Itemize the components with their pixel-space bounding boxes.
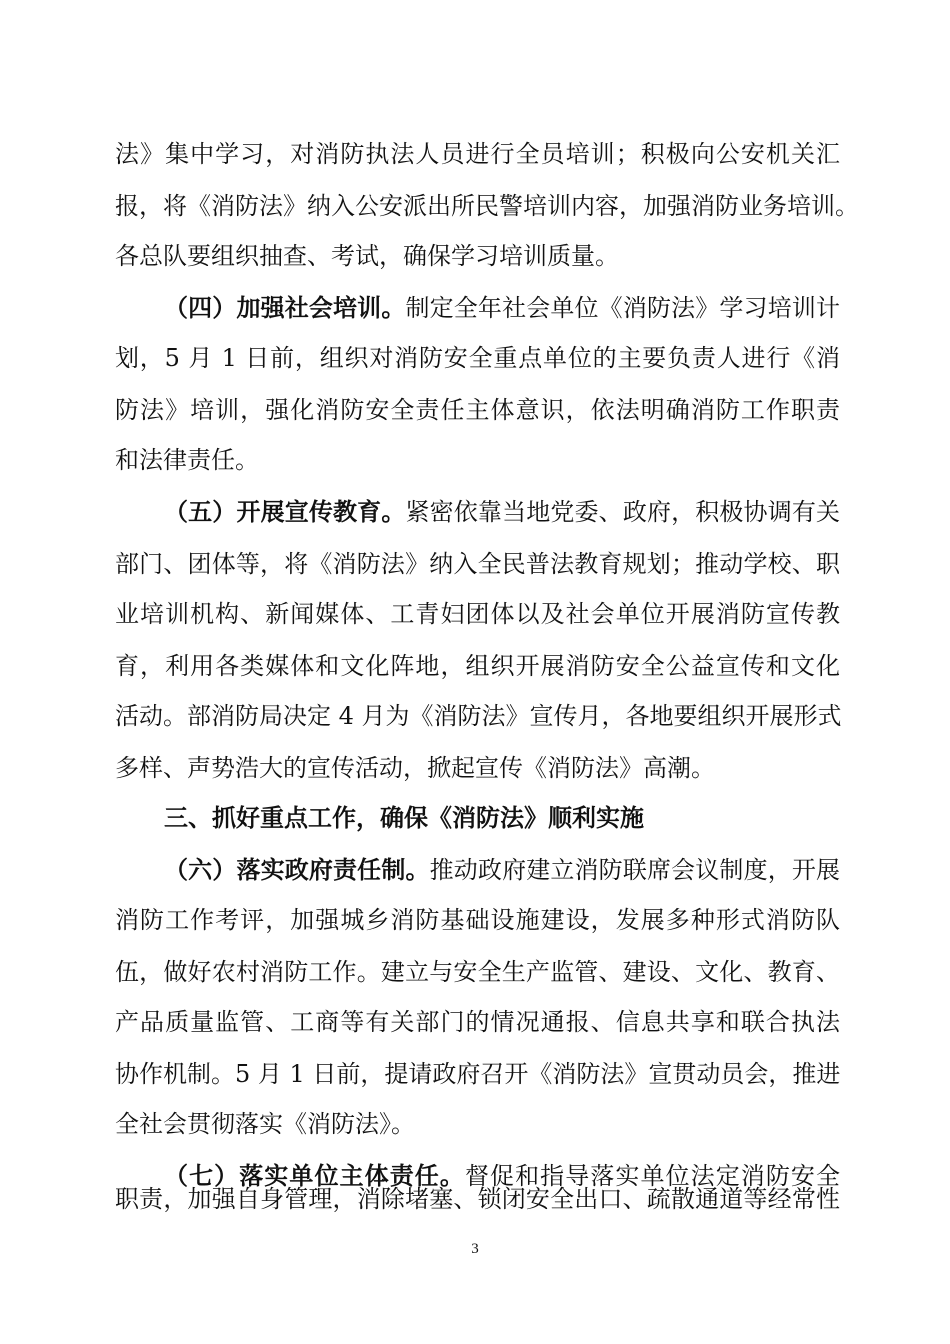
body-text-line: 防法》培训，强化消防安全责任主体意识，依法明确消防工作职责 [115, 396, 840, 424]
body-text-line: 法》集中学习，对消防执法人员进行全员培训；积极向公安机关汇 [115, 140, 840, 168]
page-number: 3 [471, 1241, 479, 1257]
body-text-line: 和法律责任。 [115, 446, 259, 474]
body-text-line: 业培训机构、新闻媒体、工青妇团体以及社会单位开展消防宣传教 [115, 600, 840, 628]
section-5-title: （五）开展宣传教育。 [164, 498, 406, 526]
body-text-line: 活动。部消防局决定 4 月为《消防法》宣传月，各地要组织开展形式 [115, 702, 842, 730]
body-text-line: 多样、声势浩大的宣传活动，掀起宣传《消防法》高潮。 [115, 754, 715, 782]
body-text-line: 育，利用各类媒体和文化阵地，组织开展消防安全公益宣传和文化 [115, 652, 840, 680]
body-text-line: 部门、团体等，将《消防法》纳入全民普法教育规划；推动学校、职 [115, 550, 840, 578]
body-text-line: 各总队要组织抽查、考试，确保学习培训质量。 [115, 242, 619, 270]
body-text-line: 协作机制。5 月 1 日前，提请政府召开《消防法》宣贯动员会，推进 [115, 1060, 841, 1088]
body-text-line: 伍，做好农村消防工作。建立与安全生产监管、建设、文化、教育、 [115, 958, 840, 986]
section-4-text: 制定全年社会单位《消防法》学习培训计 [405, 294, 841, 322]
body-text-line: 消防工作考评，加强城乡消防基础设施建设，发展多种形式消防队 [115, 906, 840, 934]
section-5-first-line [164, 491, 840, 533]
section-7-title: （七）落实单位主体责任。 [164, 1162, 465, 1190]
body-text-line: 产品质量监管、工商等有关部门的情况通报、信息共享和联合执法 [115, 1008, 840, 1036]
section-6-text: 推动政府建立消防联席会议制度，开展 [429, 856, 841, 884]
section-4-first-line [164, 287, 840, 329]
body-text-line: 职责，加强自身管理，消除堵塞、锁闭安全出口、疏散通道等经常性 [115, 1185, 840, 1213]
section-7-text: 督促和指导落实单位法定消防安全 [464, 1162, 841, 1190]
section-4-title: （四）加强社会培训。 [164, 294, 406, 322]
body-text-line: 报，将《消防法》纳入公安派出所民警培训内容，加强消防业务培训。 [115, 192, 859, 220]
section-6-first-line [164, 849, 840, 891]
section-heading: 三、抓好重点工作，确保《消防法》顺利实施 [164, 804, 644, 832]
body-text-line: 划，5 月 1 日前，组织对消防安全重点单位的主要负责人进行《消 [115, 344, 840, 372]
body-text-line: 全社会贯彻落实《消防法》。 [115, 1110, 415, 1138]
section-5-text: 紧密依靠当地党委、政府，积极协调有关 [405, 498, 841, 526]
section-6-title: （六）落实政府责任制。 [164, 856, 430, 884]
